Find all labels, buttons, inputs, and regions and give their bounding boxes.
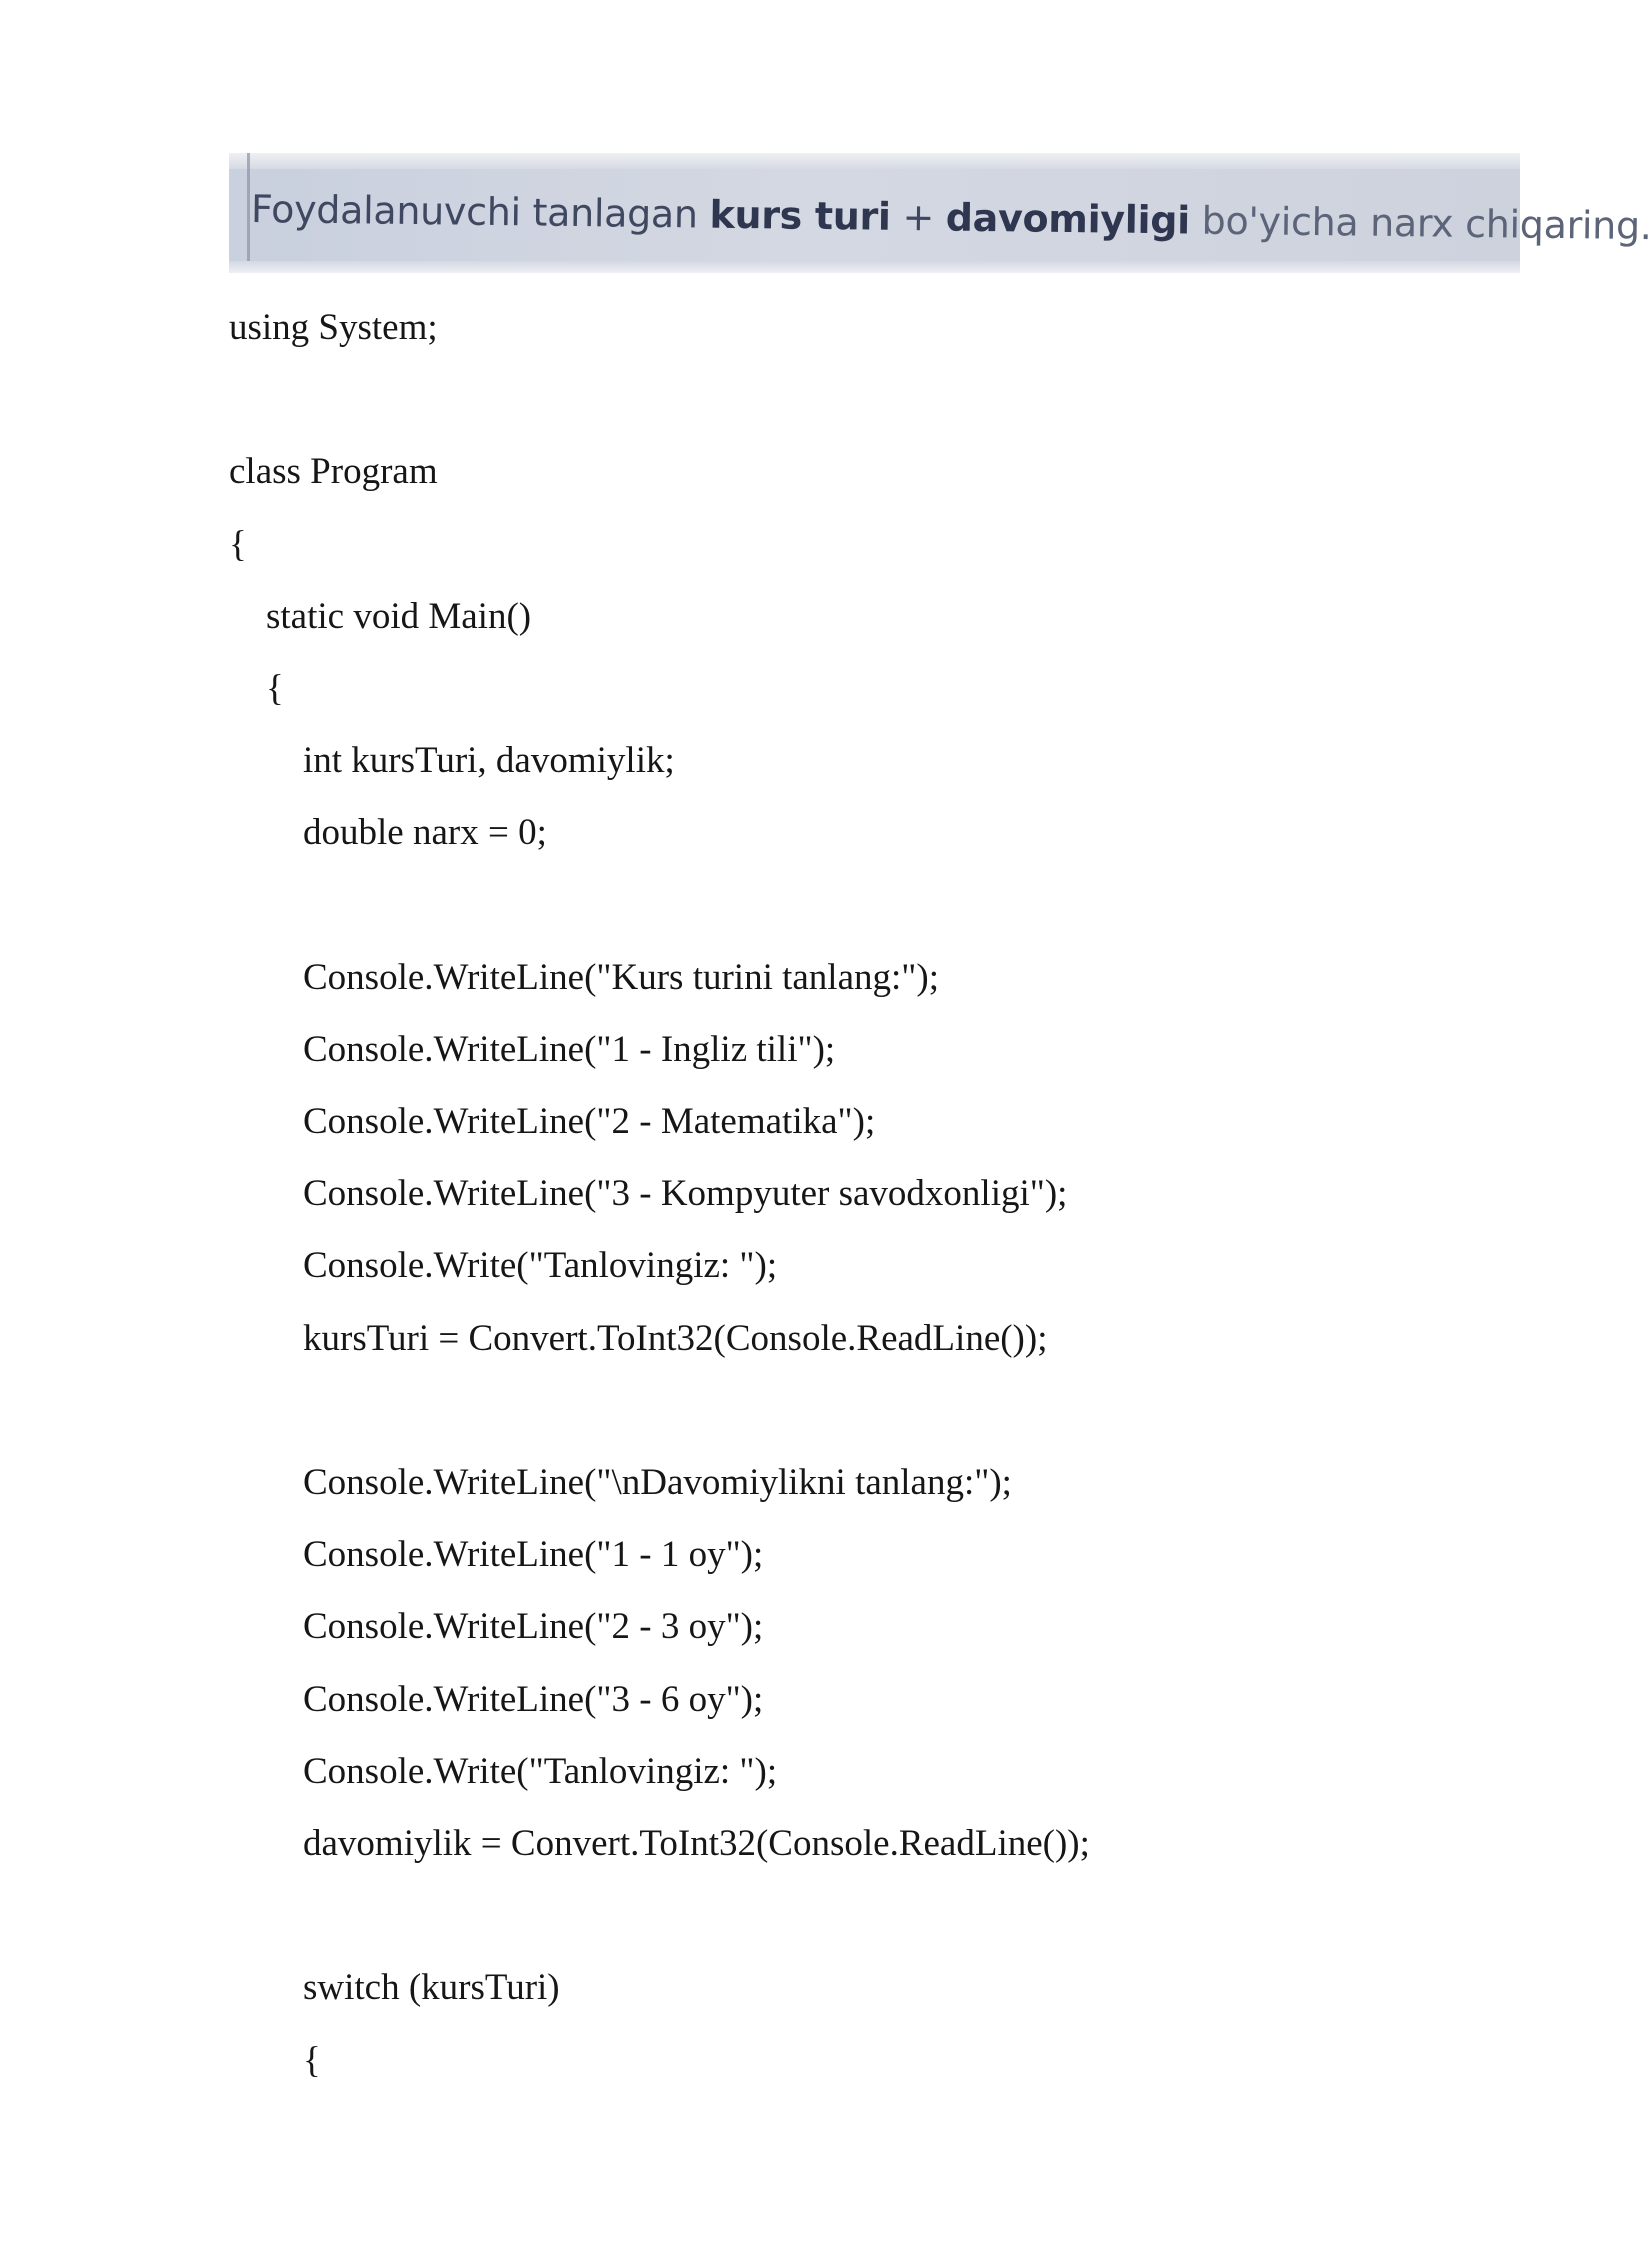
code-line: Console.WriteLine("2 - Matematika"); [229, 1101, 876, 1143]
task-text-suffix: bo'yicha narx chiqaring. [1189, 198, 1652, 249]
code-line: int kursTuri, davomiylik; [229, 740, 675, 782]
code-line: Console.WriteLine("1 - 1 oy"); [229, 1534, 764, 1576]
code-line [229, 1383, 1090, 1455]
code-line: davomiylik = Convert.ToInt32(Console.ReadLine()); [229, 1822, 1090, 1864]
code-line: Console.WriteLine("Kurs turini tanlang:"); [229, 956, 939, 998]
code-line: switch (kursTuri) [229, 1967, 560, 2009]
code-listing [229, 300, 1090, 2105]
code-line: class Program [229, 451, 438, 493]
code-line: Console.WriteLine("1 - Ingliz tili"); [229, 1028, 836, 1070]
code-line [229, 878, 1090, 950]
code-line: Console.WriteLine("3 - 6 oy"); [229, 1678, 764, 1720]
code-line: kursTuri = Convert.ToInt32(Console.ReadLine()); [229, 1317, 1048, 1359]
task-text-bold-course-type: kurs turi [709, 192, 891, 239]
code-line: Console.WriteLine("2 - 3 oy"); [229, 1606, 764, 1648]
code-line [229, 372, 1090, 444]
task-statement [251, 187, 1652, 248]
code-line: Console.Write("Tanlovingiz: "); [229, 1750, 778, 1792]
code-line [229, 1888, 1090, 1960]
code-line: { [229, 667, 284, 709]
code-line: static void Main() [229, 595, 532, 637]
photo-cut-bottom-edge [229, 261, 1520, 273]
task-text-plus: + [890, 194, 947, 240]
code-line: Console.Write("Tanlovingiz: "); [229, 1245, 778, 1287]
code-line: { [229, 523, 247, 565]
task-text-prefix: Foydalanuvchi tanlagan [250, 187, 710, 237]
photo-cut-top-edge [229, 153, 1520, 169]
code-line: double narx = 0; [229, 812, 547, 854]
code-line: using System; [229, 307, 438, 348]
code-line: { [229, 2039, 321, 2081]
task-text-bold-duration: davomiyligi [945, 195, 1191, 243]
photo-margin-line [247, 153, 250, 273]
code-line: Console.WriteLine("3 - Kompyuter savodxonligi"); [229, 1173, 1068, 1215]
code-line: Console.WriteLine("\nDavomiylikni tanlang:"); [229, 1462, 1012, 1503]
task-photo-strip [229, 153, 1652, 273]
